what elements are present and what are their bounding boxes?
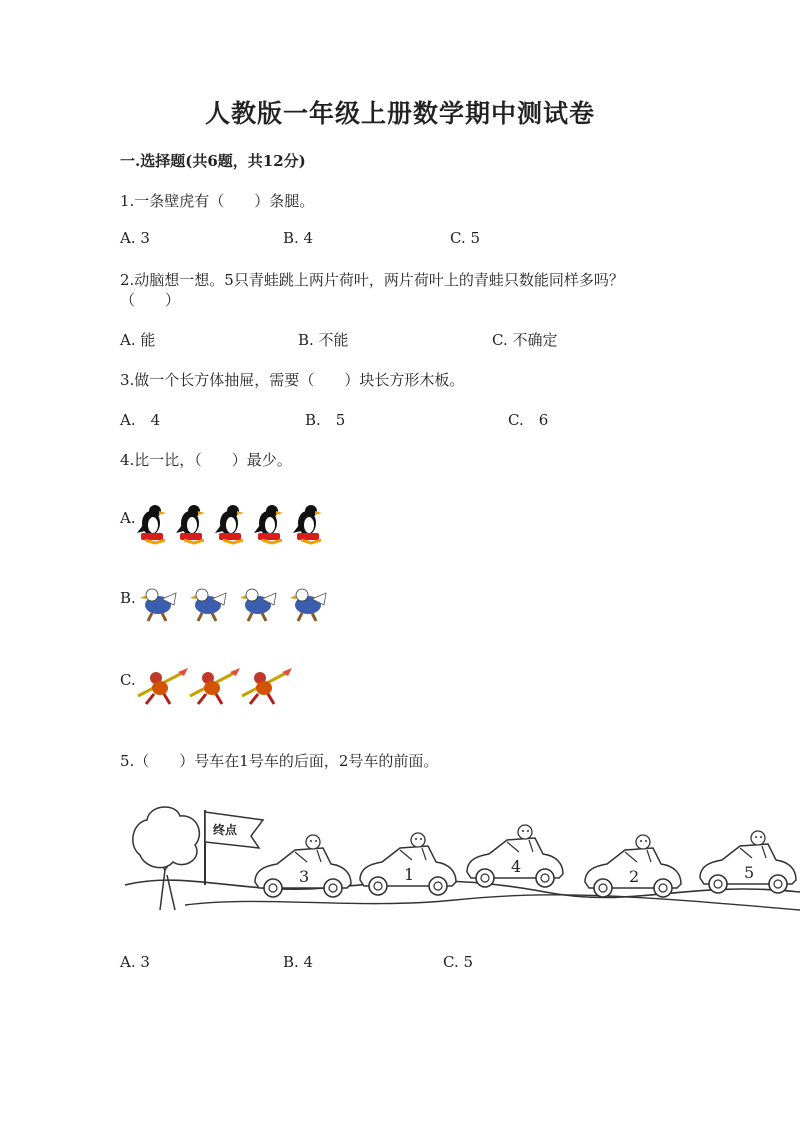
q3-option-a[interactable]: A. 4	[120, 411, 161, 429]
q3-option-c[interactable]: C. 6	[508, 411, 549, 429]
duck-icon	[140, 589, 176, 621]
q5-option-b[interactable]: B. 4	[283, 953, 314, 971]
q1-option-b[interactable]: B. 4	[283, 229, 314, 247]
question-4: 4.比一比，（ ）最少。	[120, 451, 292, 469]
monkey-king-group-icon	[138, 666, 298, 708]
race-illustration	[125, 800, 800, 915]
q4-option-c[interactable]: C.	[120, 671, 136, 689]
question-1: 1.一条壁虎有（ ）条腿。	[120, 192, 315, 210]
question-5: 5.（ ）号车在1号车的后面，2号车的前面。	[120, 752, 439, 770]
q2-option-b[interactable]: B. 不能	[298, 331, 349, 349]
race-car-4	[467, 825, 563, 887]
duck-group-icon	[140, 585, 340, 627]
q1-option-c[interactable]: C. 5	[450, 229, 481, 247]
q2-option-a[interactable]: A. 能	[120, 331, 156, 349]
q4-option-b[interactable]: B.	[120, 589, 136, 607]
car-number-label: 5	[744, 863, 755, 882]
car-number-label: 3	[299, 867, 310, 886]
question-2-blank: （ ）	[120, 291, 181, 309]
race-car-5	[700, 831, 796, 893]
penguin-icon	[176, 505, 205, 543]
duck-icon	[240, 589, 276, 621]
duck-icon	[290, 589, 326, 621]
monkey-king-icon	[190, 668, 240, 704]
car-number-label: 1	[404, 865, 415, 884]
question-3: 3.做一个长方体抽屉，需要（ ）块长方形木板。	[120, 371, 465, 389]
tree-icon	[133, 807, 200, 910]
penguin-group-icon	[135, 503, 335, 545]
race-car-1	[360, 833, 456, 895]
car-number-label: 4	[511, 857, 522, 876]
car-number-label: 2	[629, 867, 640, 886]
q5-option-c[interactable]: C. 5	[443, 953, 474, 971]
penguin-icon	[293, 505, 322, 543]
monkey-king-icon	[242, 668, 292, 704]
race-car-3	[255, 835, 351, 897]
question-2: 2.动脑想一想。5只青蛙跳上两片荷叶，两片荷叶上的青蛙只数能同样多吗？	[120, 271, 624, 289]
page-title: 人教版一年级上册数学期中测试卷	[204, 99, 595, 128]
q2-option-c[interactable]: C. 不确定	[492, 331, 558, 349]
race-car-2	[585, 835, 681, 897]
duck-icon	[190, 589, 226, 621]
monkey-king-icon	[138, 668, 188, 704]
finish-flag-icon	[205, 810, 263, 885]
penguin-icon	[215, 505, 244, 543]
q3-option-b[interactable]: B. 5	[305, 411, 346, 429]
finish-flag-label: 终点	[213, 823, 238, 837]
q4-option-a[interactable]: A.	[120, 509, 136, 527]
q1-option-a[interactable]: A. 3	[120, 229, 150, 247]
q5-option-a[interactable]: A. 3	[120, 953, 150, 971]
penguin-icon	[137, 505, 166, 543]
section-heading: 一.选择题(共6题，共12分)	[120, 152, 306, 170]
penguin-icon	[254, 505, 283, 543]
